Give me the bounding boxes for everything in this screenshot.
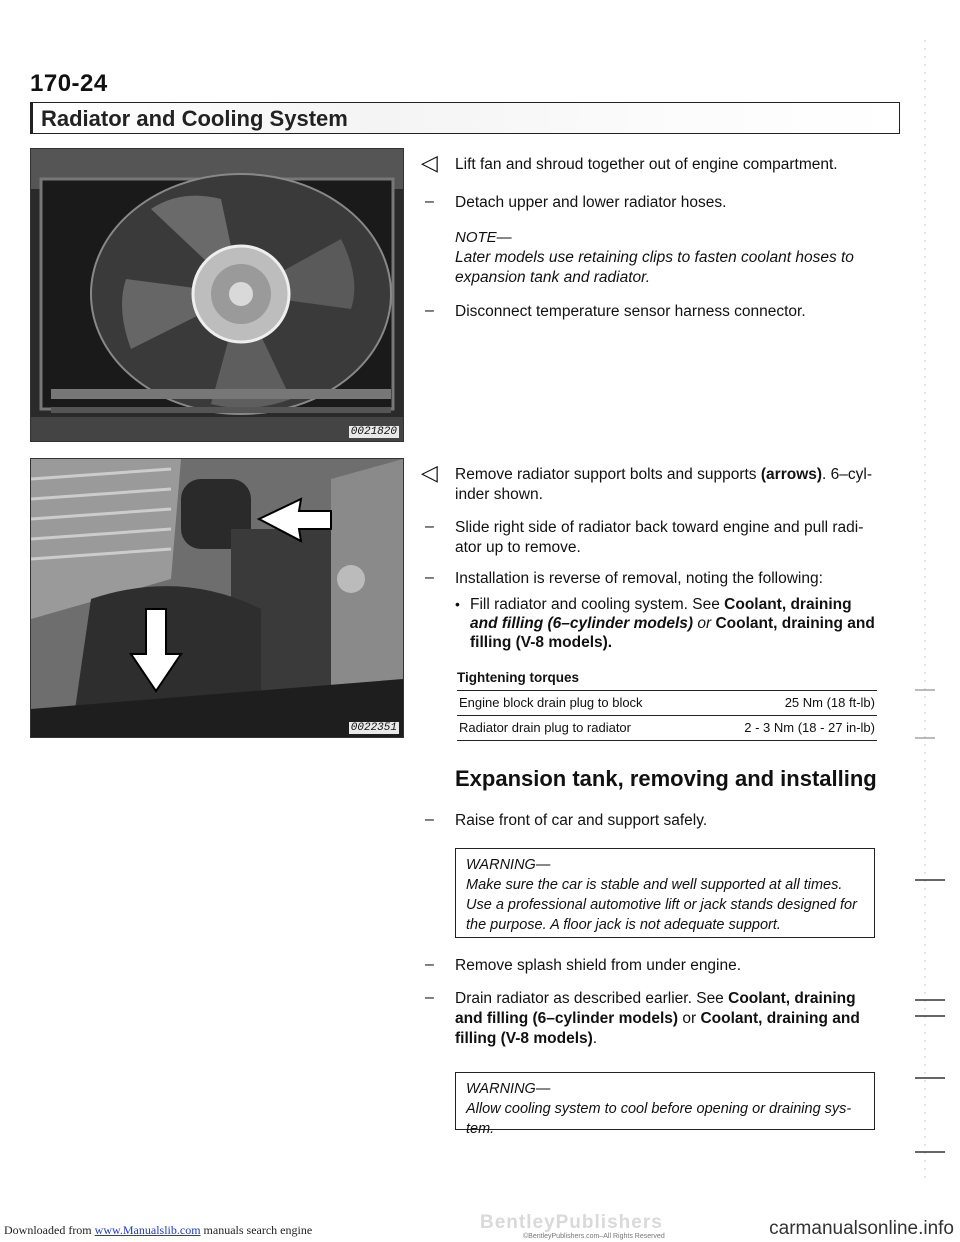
drain-post: . [592,1030,598,1047]
warning-box-1 [455,848,875,938]
drain-pre: Drain radiator as described earlier. See [455,990,729,1007]
drain-bold1: Coolant, draining and filling (6–cylinder models) [455,990,856,1027]
step-lift-fan: Lift fan and shroud together out of engine compartment. [455,156,838,173]
section-header [30,102,900,134]
bullet-bold1: Coolant, draining [724,596,852,613]
torque-value: 2 - 3 Nm (18 - 27 in-lb) [744,720,875,735]
section-title: Radiator and Cooling System [41,106,348,131]
footer-download-notice [4,1223,312,1238]
note-heading: NOTE— [455,229,512,246]
drain-mid: or [678,1010,701,1027]
radiator-supports-photo [30,458,404,738]
step-disconnect-sensor: Disconnect temperature sensor harness connector. [455,303,806,320]
fan-shroud-photo [30,148,404,442]
expansion-tank-heading: Expansion tank, removing and installing [455,766,877,791]
page-number: 170-24 [30,70,108,97]
engine-bay-illustration [31,459,403,737]
bullet-marker: • [455,596,460,612]
footer-copyright: ©BentleyPublishers.com–All Rights Reserved [523,1233,665,1240]
figure-label: 0022351 [350,722,397,734]
step-remove-bolts [455,465,885,505]
warning-body: Make sure the car is stable and well supported at all times. Use a professional automotive lift or jack stands designed for the purpose. A floor jack is not adequate support. [466,877,857,933]
figure-pointer-icon: ◁ [421,460,438,485]
fan-shroud-illustration [31,149,403,441]
footer-prefix: Downloaded from [4,1223,92,1237]
step-drain-radiator [455,989,885,1049]
warning-box-2 [455,1072,875,1137]
torque-row [457,715,877,741]
step-installation: Installation is reverse of removal, noting the following: [455,570,823,587]
drain-bold2: Coolant, draining and filling (V-8 models) [455,1010,860,1047]
step-raise-car: Raise front of car and support safely. [455,812,708,829]
bullet-pre: Fill radiator and cooling system. See [470,596,725,613]
footer-site: carmanualsonline.info [769,1218,954,1239]
dash-marker: – [425,989,434,1006]
dash-marker: – [425,518,434,535]
dash-marker: – [425,302,434,319]
warning-heading: WARNING— [466,857,551,873]
figure-pointer-icon: ◁ [421,150,438,175]
torque-table-title: Tightening torques [457,670,579,685]
dash-marker: – [425,811,434,828]
torque-label: Engine block drain plug to block [459,695,643,710]
bullet-bold2: Coolant, draining and filling (V-8 models). [470,615,875,651]
dash-marker: – [425,193,434,210]
remove-bolts-arrows: (arrows) [760,466,823,483]
remove-bolts-pre: Remove radiator support bolts and supports [455,466,761,483]
bullet-bold-italic: and filling (6–cylinder models) [470,615,694,632]
torque-row [457,690,877,715]
note-body: Later models use retaining clips to fasten coolant hoses to expansion tank and radiator. [455,249,854,286]
remove-bolts-post: . 6–cyl-inder shown. [455,466,872,503]
note-1 [455,228,885,288]
warning-body: Allow cooling system to cool before opening or draining sys-tem. [466,1101,852,1137]
warning-heading: WARNING— [466,1081,551,1097]
dash-marker: – [425,956,434,973]
torque-table [457,690,877,741]
step-detach-hoses: Detach upper and lower radiator hoses. [455,194,727,211]
margin-ticks [915,0,960,1242]
step-slide-radiator: Slide right side of radiator back toward engine and pull radi-ator up to remove. [455,519,864,556]
bullet-fill-radiator [470,595,880,652]
manualslib-link[interactable]: www.Manualslib.com [94,1223,201,1237]
bullet-mid: or [693,615,716,632]
footer-tail: manuals search engine [203,1223,313,1237]
footer-watermark: BentleyPublishers [480,1212,663,1233]
torque-value: 25 Nm (18 ft-lb) [784,695,875,710]
dash-marker: – [425,569,434,586]
step-remove-splash-shield: Remove splash shield from under engine. [455,957,742,974]
torque-label: Radiator drain plug to radiator [459,720,631,735]
figure-label: 0021820 [350,426,397,438]
